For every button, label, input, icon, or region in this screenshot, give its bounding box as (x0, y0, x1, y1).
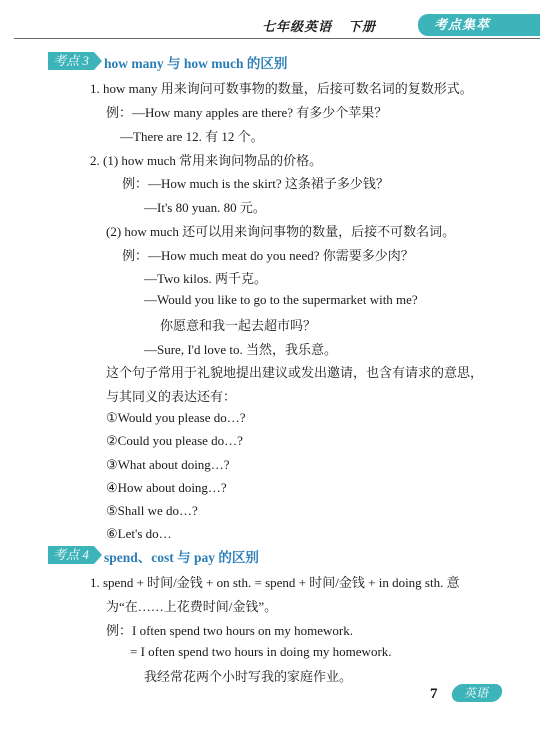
text-line: ③What about doing…? (106, 457, 230, 472)
text-line: ②Could you please do…? (106, 433, 243, 448)
text-line: ⑥Let's do… (106, 526, 172, 541)
text-line: 与其同义的表达还有： (106, 389, 237, 404)
text-line: —There are 12. 有 12 个。 (120, 129, 264, 144)
text-line: —Would you like to go to the supermarket with me? (144, 292, 418, 307)
text-line: 1. spend + 时间/金钱 + on sth. = spend + 时间/金钱 + in doing sth. 意 (90, 575, 460, 590)
text-line: 例：—How many apples are there? 有多少个苹果？ (106, 105, 388, 120)
text-line: ④How about doing…? (106, 480, 227, 495)
section-badge: 考点 3 (48, 52, 94, 70)
text-line: ⑤Shall we do…? (106, 503, 198, 518)
text-line: —Sure, I'd love to. 当然，我乐意。 (144, 342, 337, 357)
text-line: 例：—How much meat do you need? 你需要多少肉？ (122, 248, 414, 263)
section-title: how many 与 how much 的区别 (104, 56, 288, 71)
header-tab: 考点集萃 (418, 14, 540, 36)
header-rule (14, 38, 540, 39)
text-line: 为“在……上花费时间/金钱”。 (106, 599, 278, 614)
text-line: 你愿意和我一起去超市吗？ (160, 318, 317, 333)
text-line: = I often spend two hours in doing my homework. (130, 644, 392, 659)
running-header (262, 16, 392, 35)
section-title: spend、cost 与 pay 的区别 (104, 550, 259, 565)
text-line: (2) how much 还可以用来询问事物的数量，后接不可数名词。 (106, 224, 456, 239)
text-line: 我经常花两个小时写我的家庭作业。 (144, 669, 353, 684)
text-line: 例：—How much is the skirt? 这条裙子多少钱？ (122, 176, 389, 191)
footer-subject-tab: 英语 (450, 684, 504, 702)
text-line: ①Would you please do…? (106, 410, 246, 425)
page-number: 7 (430, 686, 438, 702)
section-badge: 考点 4 (48, 546, 94, 564)
text-line: 2. (1) how much 常用来询问物品的价格。 (90, 153, 323, 168)
text-line: 例：I often spend two hours on my homework. (106, 623, 353, 638)
header-grade: 七年级英语 (262, 19, 333, 34)
text-line: 1. how many 用来询问可数事物的数量，后接可数名词的复数形式。 (90, 81, 473, 96)
text-line: 这个句子常用于礼貌地提出建议或发出邀请，也含有请求的意思， (106, 365, 484, 380)
text-line: —It's 80 yuan. 80 元。 (144, 200, 266, 215)
text-line: —Two kilos. 两千克。 (144, 271, 267, 286)
header-volume: 下册 (348, 19, 377, 34)
